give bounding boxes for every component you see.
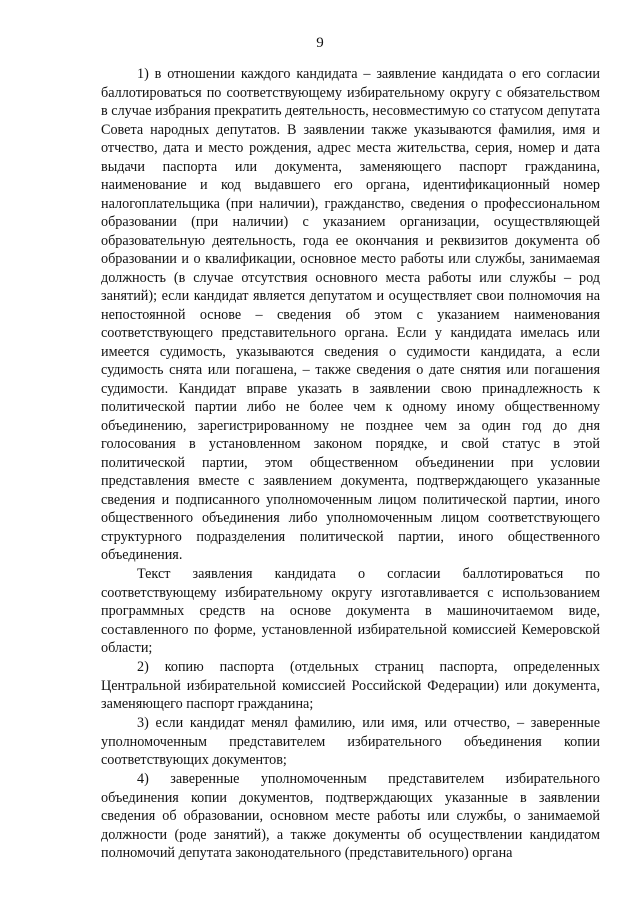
paragraph-candidate-statement: 1) в отношении каждого кандидата – заявление кандидата о его согласии баллотироваться по соответствующему избирательному округу с обязательством в случае избрания прекратить деятельность, несовместимую со статусом депутата Совета народных депутатов. В заявлении также указываются фамилия, имя и отчество, дата и место рождения, адрес места жительства, серия, номер и дата выдачи паспорта или документа, заменяющего паспорт гражданина, наименование и код выдавшего его органа, идентификационный номер налогоплательщика (при наличии), гражданство, сведения о профессиональном образовании (при наличии) с указанием организации, осуществляющей образовательную деятельность, года ее окончания и реквизитов документа об образовании и о квалификации, основное место работы или службы, занимаемая должность (в случае отсутствия основного места работы или службы – род занятий); если кандидат является депутатом и осуществляет свои полномочия на непостоянной основе – сведения об этом с указанием наименования соответствующего представительного органа. Если у кандидата имелась или имеется судимость, указываются сведения о судимости кандидата, а если судимость снята или погашена, – также сведения о дате снятия или погашения судимости. Кандидат вправе указать в заявлении свою принадлежность к политической партии либо не более чем к одному иному общественному объединению, зарегистрированному не позднее чем за один год до дня голосования в установленном законом порядке, и свой статус в этой политической партии, этом общественном объединении при условии представления вместе с заявлением документа, подтверждающего указанные сведения и подписанного уполномоченным лицом политической партии, иного общественного объединения либо уполномоченным лицом соответствующего структурного подразделения политической партии, иного общественного объединения. (101, 66, 600, 563)
document-body (101, 65, 600, 863)
paragraph-statement-text-form: Текст заявления кандидата о согласии баллотироваться по соответствующему избирательному округу изготавливается с использованием программных средств на основе документа в машиночитаемом виде, составленного по форме, установленной избирательной комиссией Кемеровской области; (101, 566, 600, 656)
page-number: 9 (316, 35, 324, 51)
paragraph-education-work-documents: 4) заверенные уполномоченным представителем избирательного объединения копии документов, подтверждающих указанные в заявлении сведения об образовании, основном месте работы или службы, о занимаемой должности (роде занятий), а также документы об осуществлении кандидатом полномочий депутата законодательного (представительного) органа (101, 771, 600, 861)
paragraph-name-change-documents: 3) если кандидат менял фамилию, или имя, или отчество, – заверенные уполномоченным представителем избирательного объединения копии соответствующих документов; (101, 715, 600, 768)
paragraph-passport-copy: 2) копию паспорта (отдельных страниц паспорта, определенных Центральной избирательной комиссией Российской Федерации) или документа, заменяющего паспорт гражданина; (101, 659, 600, 712)
